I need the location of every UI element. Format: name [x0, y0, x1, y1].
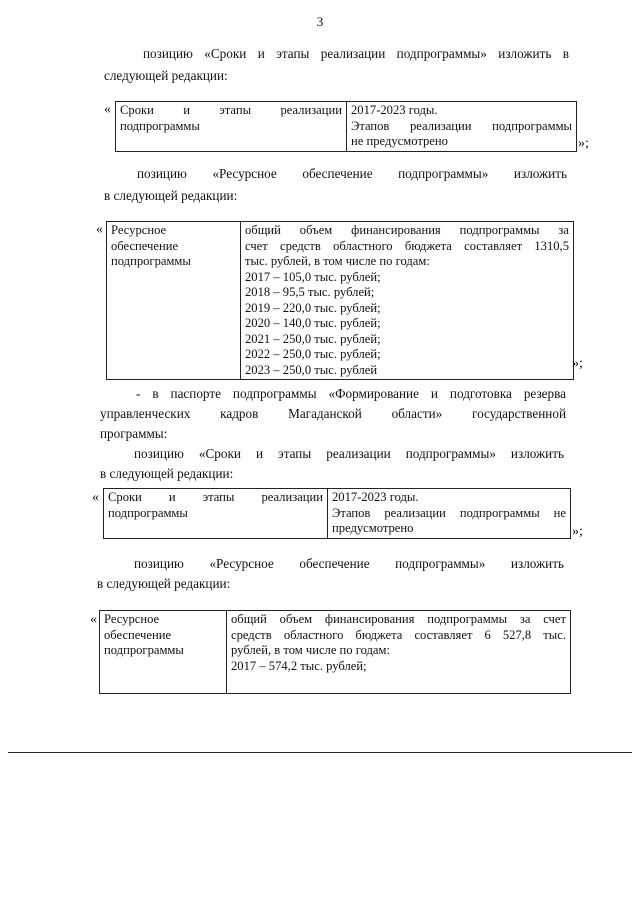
table-2-close-quote: »;: [572, 356, 583, 371]
table-1: [115, 101, 577, 152]
table-4-value-line-4: 2017 – 574,2 тыс. рублей;: [231, 658, 367, 673]
table-4-value-line-3: рублей, в том числе по годам:: [231, 643, 390, 657]
table-3: [103, 488, 571, 539]
paragraph-3-line-3: программы:: [100, 426, 168, 441]
table-3-value-line-2: Этапов реализации подпрограммы не: [332, 505, 566, 520]
table-3-value-line-1: 2017-2023 годы.: [332, 490, 419, 504]
paragraph-5-line-1: позицию «Ресурсное обеспечение подпрограммы» изложить: [134, 556, 564, 571]
paragraph-2-line-1: позицию «Ресурсное обеспечение подпрограммы» изложить: [137, 166, 567, 181]
table-4-open-quote: «: [90, 612, 97, 627]
table-2-label-line-3: подпрограммы: [111, 254, 191, 268]
table-4: [99, 610, 571, 694]
paragraph-4-line-2: в следующей редакции:: [100, 466, 234, 481]
table-2-label-line-2: обеспечение: [111, 238, 179, 253]
table-2: [106, 221, 574, 380]
table-1-value-line-3: не предусмотрено: [351, 134, 448, 148]
table-2-value-line-6: 2019 – 220,0 тыс. рублей;: [245, 300, 381, 315]
table-2-value-line-2: счет средств областного бюджета составляет 1310,5: [245, 238, 569, 253]
table-3-value-line-3: предусмотрено: [332, 521, 414, 535]
table-4-value-line-2: средств областного бюджета составляет 6 527,8 тыс.: [231, 627, 566, 642]
paragraph-2-line-2: в следующей редакции:: [104, 188, 238, 203]
table-2-label-line-1: Ресурсное: [111, 223, 167, 237]
table-3-label-line-2: подпрограммы: [108, 505, 188, 520]
paragraph-3-line-2: управленческих кадров Магаданской области» государственной: [100, 406, 566, 421]
table-4-value-cell: [227, 611, 571, 694]
table-1-open-quote: «: [104, 102, 111, 117]
table-2-value-line-3: тыс. рублей, в том числе по годам:: [245, 254, 430, 268]
table-4-label-line-1: Ресурсное: [104, 612, 160, 626]
paragraph-1-line-2: следующей редакции:: [104, 68, 228, 83]
table-2-value-line-1: общий объем финансирования подпрограммы за: [245, 223, 569, 237]
paragraph-4-line-1: позицию «Сроки и этапы реализации подпрограммы» изложить: [134, 446, 564, 461]
table-2-value-line-10: 2023 – 250,0 тыс. рублей: [245, 362, 378, 377]
page-separator-line: [8, 752, 632, 753]
table-2-value-line-5: 2018 – 95,5 тыс. рублей;: [245, 285, 375, 299]
table-1-label-line-1: Сроки и этапы реализации: [120, 103, 342, 117]
table-4-label-line-3: подпрограммы: [104, 643, 184, 657]
page-number: 3: [316, 14, 324, 29]
table-3-close-quote: »;: [572, 524, 583, 539]
table-3-open-quote: «: [92, 490, 99, 505]
paragraph-5-line-2: в следующей редакции:: [97, 576, 231, 591]
table-3-value-cell: [328, 489, 571, 539]
table-2-value-line-7: 2020 – 140,0 тыс. рублей;: [245, 316, 381, 330]
table-4-label-line-2: обеспечение: [104, 627, 172, 642]
table-1-value-line-1: 2017-2023 годы.: [351, 103, 438, 117]
table-4-value-line-1: общий объем финансирования подпрограммы за счет: [231, 612, 566, 626]
table-2-value-line-8: 2021 – 250,0 тыс. рублей;: [245, 331, 381, 346]
table-2-label-cell: [107, 222, 241, 380]
table-1-close-quote: »;: [578, 136, 589, 151]
paragraph-1-line-1: позицию «Сроки и этапы реализации подпрограммы» изложить в: [143, 46, 569, 61]
paragraph-3-line-1: - в паспорте подпрограммы «Формирование и подготовка резерва: [136, 386, 566, 401]
table-2-open-quote: «: [96, 222, 103, 237]
table-2-value-line-4: 2017 – 105,0 тыс. рублей;: [245, 269, 381, 284]
table-1-value-line-2: Этапов реализации подпрограммы: [351, 118, 572, 133]
table-1-value-cell: [347, 102, 577, 152]
table-1-label-line-2: подпрограммы: [120, 118, 200, 133]
table-3-label-cell: [104, 489, 328, 539]
table-2-value-line-9: 2022 – 250,0 тыс. рублей;: [245, 347, 381, 361]
table-1-label-cell: [116, 102, 347, 152]
table-2-value-cell: [241, 222, 574, 380]
table-3-label-line-1: Сроки и этапы реализации: [108, 490, 323, 504]
table-4-label-cell: [100, 611, 227, 694]
